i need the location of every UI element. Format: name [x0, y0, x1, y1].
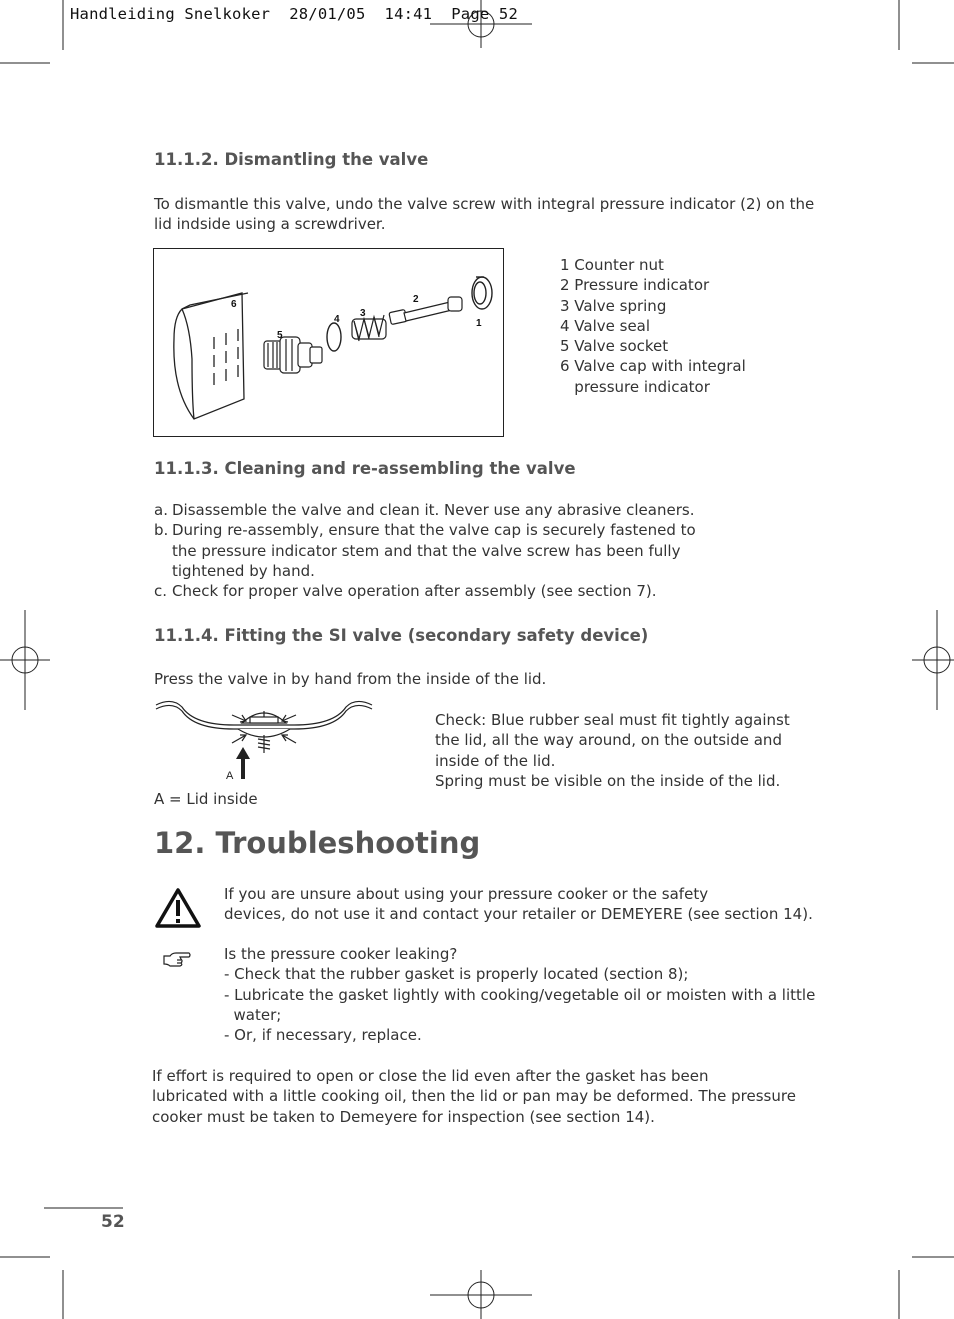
hint-line: water;	[224, 1005, 282, 1024]
warning-triangle-icon	[154, 886, 202, 930]
check-line: the lid, all the way around, on the outside and	[435, 731, 782, 750]
check-line: inside of the lid.	[435, 751, 556, 770]
print-header: Handleiding Snelkoker 28/01/05 14:41 Page 52	[70, 5, 518, 23]
section-1114-intro: Press the valve in by hand from the inside of the lid.	[154, 670, 547, 688]
warning-text	[224, 884, 813, 925]
list-marker: c.	[154, 582, 168, 601]
legend-item: 5 Valve socket	[560, 337, 669, 356]
hint-line: - Or, if necessary, replace.	[224, 1026, 422, 1045]
hint-line: - Check that the rubber gasket is properly located (section 8);	[224, 965, 689, 984]
body-line: To dismantle this valve, undo the valve screw with integral pressure indicator (2) on the	[154, 195, 815, 213]
list-marker: a.	[154, 501, 168, 519]
list-item	[154, 561, 696, 581]
list-text: Check for proper valve operation after assembly (see section 7).	[172, 582, 657, 601]
list-text: Disassemble the valve and clean it. Never use any abrasive cleaners.	[172, 501, 695, 519]
closing-line: If effort is required to open or close the lid even after the gasket has been	[152, 1067, 709, 1085]
pointing-hand-icon	[162, 950, 192, 968]
hint-text	[224, 944, 815, 1045]
warning-line: devices, do not use it and contact your retailer or DEMEYERE (see section 14).	[224, 905, 813, 924]
legend-item: 4 Valve seal	[560, 316, 651, 335]
list-marker: b.	[154, 521, 169, 540]
list-text: During re-assembly, ensure that the valve cap is securely fastened to	[172, 521, 696, 540]
list-item	[154, 541, 696, 561]
legend-item: 6 Valve cap with integral	[560, 357, 746, 376]
part-label-4: 4	[334, 314, 340, 325]
list-text: tightened by hand.	[172, 561, 315, 580]
hint-line: - Lubricate the gasket lightly with cooking/vegetable oil or moisten with a little	[224, 985, 816, 1004]
section-1112-body	[154, 194, 814, 235]
section-1113-list	[154, 500, 696, 601]
list-item	[154, 500, 696, 520]
closing-line: lubricated with a little cooking oil, then the lid or pan may be deformed. The pressure	[152, 1087, 796, 1106]
list-item	[154, 520, 696, 540]
figure-label-a: A	[226, 770, 234, 782]
legend-item: 2 Pressure indicator	[560, 276, 710, 295]
closing-text	[152, 1066, 796, 1127]
part-label-1: 1	[476, 318, 482, 329]
legend-item: 3 Valve spring	[560, 296, 667, 315]
legend-item: 1 Counter nut	[560, 256, 664, 274]
valve-parts-figure	[153, 248, 504, 437]
part-label-2: 2	[413, 294, 419, 305]
si-valve-check	[435, 710, 790, 791]
part-label-6: 6	[231, 299, 237, 310]
part-label-5: 5	[277, 330, 283, 341]
valve-parts-legend	[560, 255, 746, 397]
section-1113-heading: 11.1.3. Cleaning and re-assembling the valve	[154, 459, 576, 478]
si-valve-figure	[154, 695, 376, 787]
list-text: the pressure indicator stem and that the valve screw has been fully	[172, 541, 681, 560]
part-label-3: 3	[360, 308, 366, 319]
section-1114-heading: 11.1.4. Fitting the SI valve (secondary safety device)	[154, 626, 649, 645]
warning-line: If you are unsure about using your pressure cooker or the safety	[224, 885, 709, 903]
hint-line: Is the pressure cooker leaking?	[224, 945, 458, 963]
list-item	[154, 581, 696, 601]
si-valve-caption: A = Lid inside	[154, 790, 258, 808]
check-line: Spring must be visible on the inside of the lid.	[435, 771, 781, 790]
check-line: Check: Blue rubber seal must fit tightly against	[435, 711, 790, 729]
valve-parts-drawing	[154, 249, 503, 436]
section-12-title: 12. Troubleshooting	[154, 826, 481, 860]
legend-item: pressure indicator	[560, 377, 710, 396]
section-1112-heading: 11.1.2. Dismantling the valve	[154, 150, 429, 169]
page-number: 52	[101, 1212, 125, 1232]
body-line: lid indside using a screwdriver.	[154, 215, 386, 234]
closing-line: cooker must be taken to Demeyere for inspection (see section 14).	[152, 1107, 655, 1126]
